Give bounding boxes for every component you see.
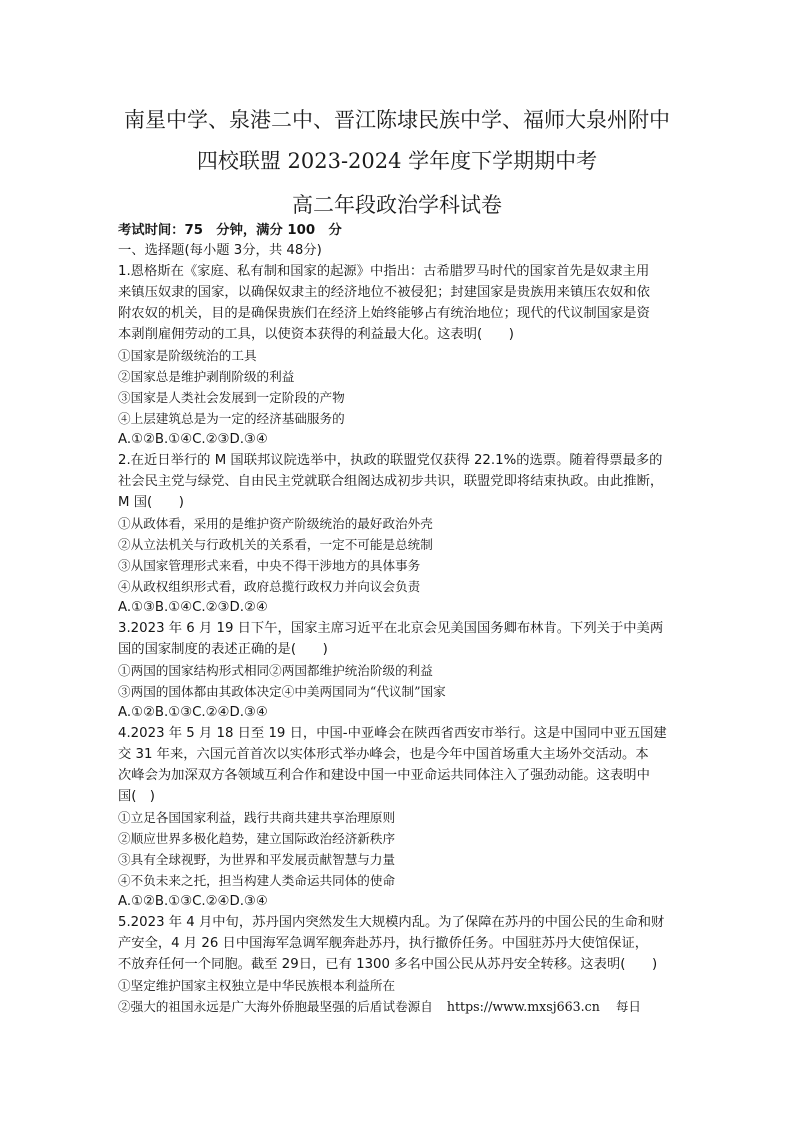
q5-item-with-watermark: [118, 997, 678, 1017]
section-title: 一、选择题(每小题 3分，共 48分): [118, 243, 322, 258]
q1-stem-line: 来镇压奴隶的国家，以确保奴隶主的经济地位不被侵犯；封建国家是贵族用来镇压农奴和依: [118, 285, 650, 300]
q2-stem-line: M 国( ): [118, 495, 184, 510]
q2-stem-line: 社会民主党与绿党、自由民主党就联合组阁达成初步共识，联盟党即将结束执政。由此推断，: [118, 474, 664, 489]
q5-item: ①坚定维护国家主权独立是中华民族根本利益所在: [118, 978, 396, 993]
q1-item: ④上层建筑总是为一定的经济基础服务的: [118, 411, 345, 426]
q3-stem-line: 3.2023 年 6 月 19 日下午，国家主席习近平在北京会见美国国务卿布林肯。下列关于中美两: [118, 621, 664, 636]
watermark-tail: 每日: [615, 999, 642, 1014]
q4-item: ③具有全球视野，为世界和平发展贡献智慧与力量: [118, 852, 396, 867]
q5-stem-line: 5.2023 年 4 月中旬，苏丹国内突然发生大规模内乱。为了保障在苏丹的中国公民的生命和财: [118, 915, 665, 930]
q4-item: ④不负未来之托，担当构建人类命运共同体的使命: [118, 873, 396, 888]
q2-item: ②从立法机关与行政机关的关系看，一定不可能是总统制: [118, 537, 433, 552]
q2-item: ④从政权组织形式看，政府总揽行政权力并向议会负责: [118, 579, 421, 594]
q4-choices: A.①②B.①③C.②④D.③④: [118, 894, 268, 909]
q2-item: ③从国家管理形式来看，中央不得干涉地方的具体事务: [118, 558, 421, 573]
q4-item: ②顺应世界多极化趋势，建立国际政治经济新秩序: [118, 831, 396, 846]
q2-item: ①从政体看，采用的是维护资产阶级统治的最好政治外壳: [118, 516, 433, 531]
header-exam-name: 四校联盟 2023-2024 学年度下学期期中考: [196, 149, 598, 173]
q1-item: ①国家是阶级统治的工具: [118, 348, 257, 363]
q4-stem-line: 国( ): [118, 789, 155, 804]
q2-choices: A.①③B.①④C.②③D.②④: [118, 600, 268, 615]
q4-stem-line: 次峰会为加深双方各领域互利合作和建设中国一中亚命运共同体注入了强劲动能。这表明中: [118, 768, 650, 783]
q1-item: ③国家是人类社会发展到一定阶段的产物: [118, 390, 345, 405]
q3-item: ①两国的国家结构形式相同②两国都维护统治阶级的利益: [118, 663, 433, 678]
header-schools: 南星中学、泉港二中、晋江陈埭民族中学、福师大泉州附中: [124, 108, 670, 132]
q5-stem-line: 产安全，4 月 26 日中国海军急调军舰奔赴苏丹，执行撤侨任务。中国驻苏丹大使馆保证，: [118, 936, 649, 951]
q4-stem-line: 4.2023 年 5 月 18 日至 19 日，中国-中亚峰会在陕西省西安市举行。这是中国同中亚五国建: [118, 726, 667, 741]
q5-item-text: ②强大的祖国永远是广大海外侨胞最坚强的后盾试卷源自: [118, 999, 433, 1014]
q1-choices: A.①②B.①④C.②③D.③④: [118, 432, 268, 447]
q1-stem-line: 本剥削雇佣劳动的工具，以使资本获得的利益最大化。这表明( ): [118, 327, 514, 342]
q3-choices: A.①②B.①③C.②④D.③④: [118, 705, 268, 720]
header-subject: 高二年段政治学科试卷: [292, 193, 502, 217]
q4-item: ①立足各国国家利益，践行共商共建共享治理原则: [118, 810, 396, 825]
exam-info: 考试时间：75 分钟，满分 100 分: [118, 223, 342, 238]
q1-stem-line: 1.恩格斯在《家庭、私有制和国家的起源》中指出：古希腊罗马时代的国家首先是奴隶主用: [118, 264, 650, 279]
q5-stem-line: 不放弃任何一个同胞。截至 29日，已有 1300 多名中国公民从苏丹安全转移。这表明( ): [118, 957, 658, 972]
q3-item: ③两国的国体都由其政体决定④中美两国同为“代议制”国家: [118, 684, 446, 699]
q3-stem-line: 国的国家制度的表述正确的是( ): [118, 642, 328, 657]
q1-stem-line: 附农奴的机关，目的是确保贵族们在经济上始终能够占有统治地位；现代的代议制国家是资: [118, 306, 650, 321]
q1-item: ②国家总是维护剥削阶级的利益: [118, 369, 295, 384]
watermark-url[interactable]: https://www.mxsj663.cn: [446, 999, 600, 1014]
q4-stem-line: 交 31 年来，六国元首首次以实体形式举办峰会，也是今年中国首场重大主场外交活动。本: [118, 747, 649, 762]
q2-stem-line: 2.在近日举行的 M 国联邦议院选举中，执政的联盟党仅获得 22.1%的选票。随着得票最多的: [118, 453, 663, 468]
